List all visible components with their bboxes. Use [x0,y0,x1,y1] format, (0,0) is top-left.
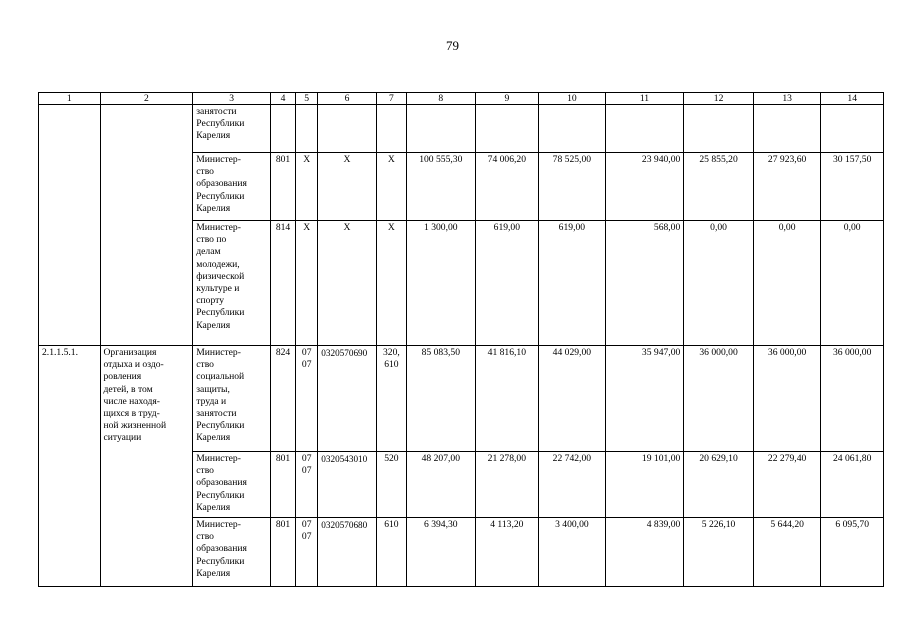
cell-value: 27 923,60 [753,153,821,221]
cell-value: 1 300,00 [407,221,476,346]
cell-value: 6 394,30 [407,518,476,587]
cell-value: 30 157,50 [821,153,884,221]
column-header: 9 [475,93,539,105]
cell-value: Х [296,221,318,346]
cell-value: 20 629,10 [684,452,754,518]
cell-value: 36 000,00 [821,346,884,452]
cell-value: 3 400,00 [539,518,606,587]
cell-value [318,105,376,153]
column-header: 13 [753,93,821,105]
cell-value: Х [318,221,376,346]
column-header: 8 [407,93,476,105]
cell-value [407,105,476,153]
cell-value: 4 839,00 [605,518,684,587]
table-row [39,346,884,452]
column-header: 1 [39,93,101,105]
cell-code [39,105,101,346]
cell-value: 801 [270,518,295,587]
cell-value: 44 029,00 [539,346,606,452]
cell-value: 4 113,20 [475,518,539,587]
cell-value: 21 278,00 [475,452,539,518]
table-row [39,105,884,153]
cell-value [821,105,884,153]
cell-value: 610 [376,518,406,587]
cell-value: 36 000,00 [753,346,821,452]
cell-value: 25 855,20 [684,153,754,221]
cell-value: 801 [270,452,295,518]
cell-value: 35 947,00 [605,346,684,452]
cell-value [296,105,318,153]
cell-organization: Министер- ство образования Республики Карелия [193,452,271,518]
column-header: 11 [605,93,684,105]
cell-value [684,105,754,153]
cell-value: 78 525,00 [539,153,606,221]
cell-value: 801 [270,153,295,221]
cell-organization: Министер- ство образования Республики Карелия [193,518,271,587]
cell-value [376,105,406,153]
cell-value: 5 644,20 [753,518,821,587]
cell-value: 5 226,10 [684,518,754,587]
cell-value: 36 000,00 [684,346,754,452]
column-header: 12 [684,93,754,105]
cell-value: 824 [270,346,295,452]
cell-value: 07 07 [296,518,318,587]
column-header: 4 [270,93,295,105]
cell-value: 619,00 [539,221,606,346]
cell-organization: занятости Республики Карелия [193,105,271,153]
cell-value: 568,00 [605,221,684,346]
cell-value: 619,00 [475,221,539,346]
column-header: 10 [539,93,606,105]
cell-value: 74 006,20 [475,153,539,221]
cell-value: 22 742,00 [539,452,606,518]
cell-value [605,105,684,153]
cell-value: Х [376,153,406,221]
cell-value: 0320570690 [318,346,376,452]
cell-organization: Министер- ство социальной защиты, труда и занятости Республики Карелия [193,346,271,452]
cell-value: 0320570680 [318,518,376,587]
column-header: 6 [318,93,376,105]
cell-value: 6 095,70 [821,518,884,587]
column-header: 7 [376,93,406,105]
cell-value: 0,00 [753,221,821,346]
column-header: 2 [100,93,193,105]
column-header: 14 [821,93,884,105]
column-header: 5 [296,93,318,105]
cell-value [475,105,539,153]
cell-organization: Министер- ство по делам молодежи, физической культуре и спорту Республики Карелия [193,221,271,346]
cell-value: 48 207,00 [407,452,476,518]
cell-value: Х [318,153,376,221]
cell-value: 41 816,10 [475,346,539,452]
cell-value: 520 [376,452,406,518]
cell-value [270,105,295,153]
cell-value: Х [296,153,318,221]
cell-value: 320, 610 [376,346,406,452]
header-row [39,93,884,105]
cell-value: Х [376,221,406,346]
cell-organization: Министер- ство образования Республики Карелия [193,153,271,221]
cell-value: 22 279,40 [753,452,821,518]
cell-value: 85 083,50 [407,346,476,452]
cell-value: 0320543010 [318,452,376,518]
cell-value: 23 940,00 [605,153,684,221]
budget-table [38,92,884,587]
cell-value [753,105,821,153]
page-number: 79 [446,38,459,53]
cell-value: 814 [270,221,295,346]
cell-title [100,105,193,346]
cell-value: 07 07 [296,346,318,452]
cell-value: 0,00 [684,221,754,346]
cell-code: 2.1.1.5.1. [39,346,101,587]
cell-value: 07 07 [296,452,318,518]
cell-value: 0,00 [821,221,884,346]
cell-value: 24 061,80 [821,452,884,518]
cell-value [539,105,606,153]
column-header: 3 [193,93,271,105]
cell-title: Организация отдыха и оздо- ровления детей, в том числе находя- щихся в труд- ной жизненной ситуации [100,346,193,587]
cell-value: 100 555,30 [407,153,476,221]
cell-value: 19 101,00 [605,452,684,518]
